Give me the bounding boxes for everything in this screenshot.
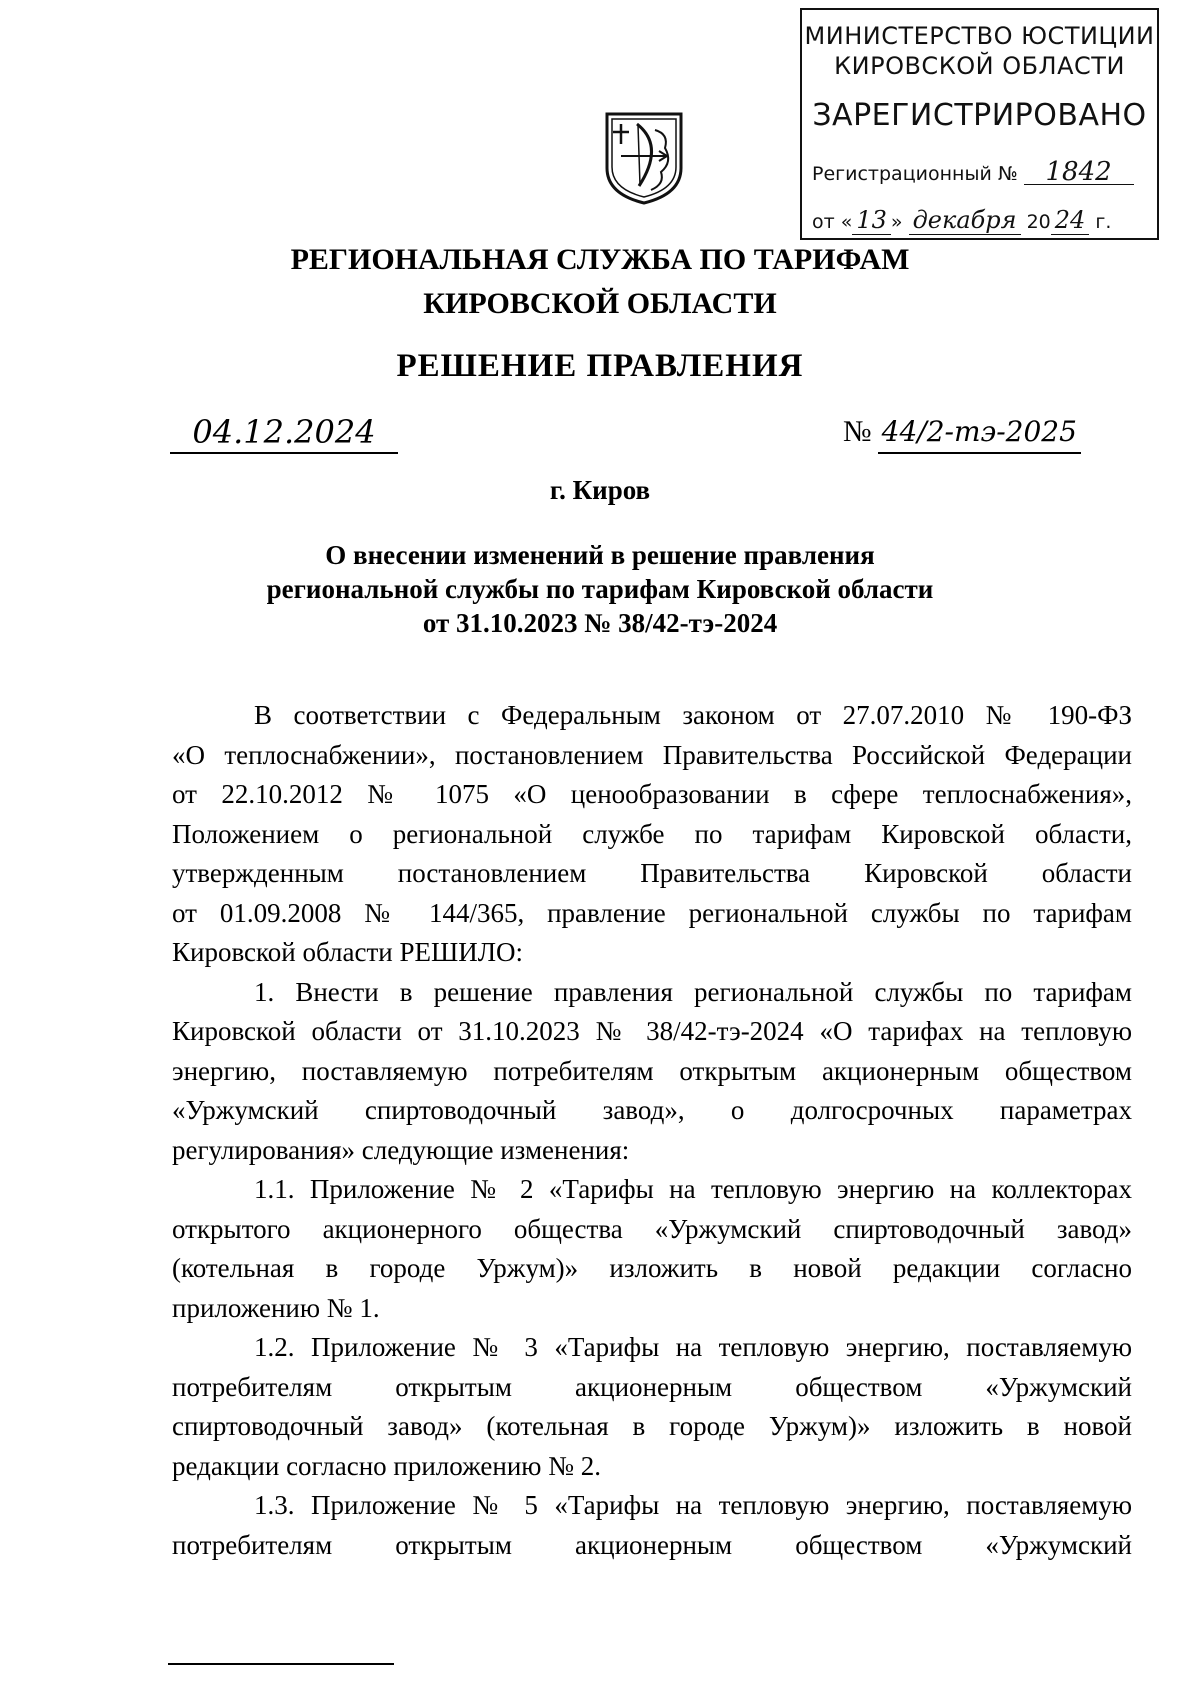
subject-line-3: от 31.10.2023 № 38/42-тэ-2024 <box>422 608 778 638</box>
document-type: РЕШЕНИЕ ПРАВЛЕНИЯ <box>396 348 804 384</box>
footnote-separator <box>168 1663 394 1665</box>
organization-line-1: РЕГИОНАЛЬНАЯ СЛУЖБА ПО ТАРИФАМ <box>290 243 910 276</box>
stamp-day: 13 <box>852 206 891 235</box>
stamp-month: декабря <box>909 206 1021 235</box>
body-line: Положением о региональной службе по тарифам Кировской области, <box>172 818 1132 849</box>
body-line: от 22.10.2012 № 1075 «О ценообразовании в сфере теплоснабжения», <box>172 779 1132 809</box>
body-line: 1.1. Приложение № 2 «Тарифы на тепловую энергию на коллекторах <box>254 1174 1132 1204</box>
body-line: Кировской области РЕШИЛО: <box>172 937 524 967</box>
registration-stamp <box>800 8 1159 240</box>
document-number-row <box>843 412 1081 454</box>
stamp-reg-number-row <box>812 157 1134 187</box>
body-line: 1.2. Приложение № 3 «Тарифы на тепловую энергию, поставляемую <box>254 1332 1132 1362</box>
organization-line-2: КИРОВСКОЙ ОБЛАСТИ <box>423 287 777 320</box>
body-line: от 01.09.2008 № 144/365, правление региональной службы по тарифам <box>172 897 1132 928</box>
stamp-year-suffix: 24 <box>1051 206 1090 235</box>
stamp-region-line: КИРОВСКОЙ ОБЛАСТИ <box>834 52 1125 80</box>
body-line: открытого акционерного общества «Уржумский спиртоводочный завод» <box>172 1213 1132 1244</box>
body-line: потребителям открытым акционерным обществом «Уржумский <box>172 1371 1132 1402</box>
body-line: энергию, поставляемую потребителям открытым акционерным обществом <box>172 1055 1132 1086</box>
document-subject <box>0 538 1200 640</box>
stamp-reg-label: Регистрационный № <box>812 163 1018 185</box>
body-line: редакции согласно приложению № 2. <box>172 1450 601 1481</box>
stamp-date-row <box>812 206 1111 234</box>
stamp-year-end: г. <box>1095 211 1112 233</box>
stamp-mid: » <box>890 211 903 233</box>
stamp-ministry-line: МИНИСТЕРСТВО ЮСТИЦИИ <box>804 22 1155 50</box>
body-line: 1.3. Приложение № 5 «Тарифы на тепловую энергию, поставляемую <box>254 1490 1132 1520</box>
body-line: «О теплоснабжении», постановлением Правительства Российской Федерации <box>172 739 1132 770</box>
document-body <box>172 696 1132 1565</box>
body-line: Кировской области от 31.10.2023 № 38/42-тэ-2024 «О тарифах на тепловую <box>172 1016 1132 1046</box>
subject-line-2: региональной службы по тарифам Кировской области <box>266 574 934 604</box>
stamp-reg-number: 1842 <box>1024 160 1134 185</box>
organization-name <box>0 238 1200 326</box>
document-date: 04.12.2024 <box>170 412 398 454</box>
stamp-from-label: от « <box>812 211 853 233</box>
body-line: регулирования» следующие изменения: <box>172 1134 630 1165</box>
coat-of-arms-icon <box>603 110 685 206</box>
subject-line-1: О внесении изменений в решение правления <box>325 540 875 570</box>
stamp-registered-line: ЗАРЕГИСТРИРОВАНО <box>812 98 1147 133</box>
body-line: 1. Внести в решение правления региональной службы по тарифам <box>254 976 1132 1007</box>
body-line: спиртоводочный завод» (котельная в городе Уржум)» изложить в новой <box>172 1411 1132 1441</box>
stamp-year-prefix: 20 <box>1026 211 1051 233</box>
city: г. Киров <box>549 475 651 505</box>
body-line: (котельная в городе Уржум)» изложить в новой редакции согласно <box>172 1253 1132 1283</box>
body-line: «Уржумский спиртоводочный завод», о долгосрочных параметрах <box>172 1095 1132 1125</box>
body-line: потребителям открытым акционерным обществом «Уржумский <box>172 1529 1132 1560</box>
number-sign: № <box>843 415 872 448</box>
body-line: утвержденным постановлением Правительства Кировской области <box>172 858 1132 888</box>
body-line: В соответствии с Федеральным законом от 27.07.2010 № 190-ФЗ <box>254 700 1132 730</box>
body-line: приложению № 1. <box>172 1292 380 1323</box>
document-number: 44/2-тэ-2025 <box>878 412 1081 454</box>
